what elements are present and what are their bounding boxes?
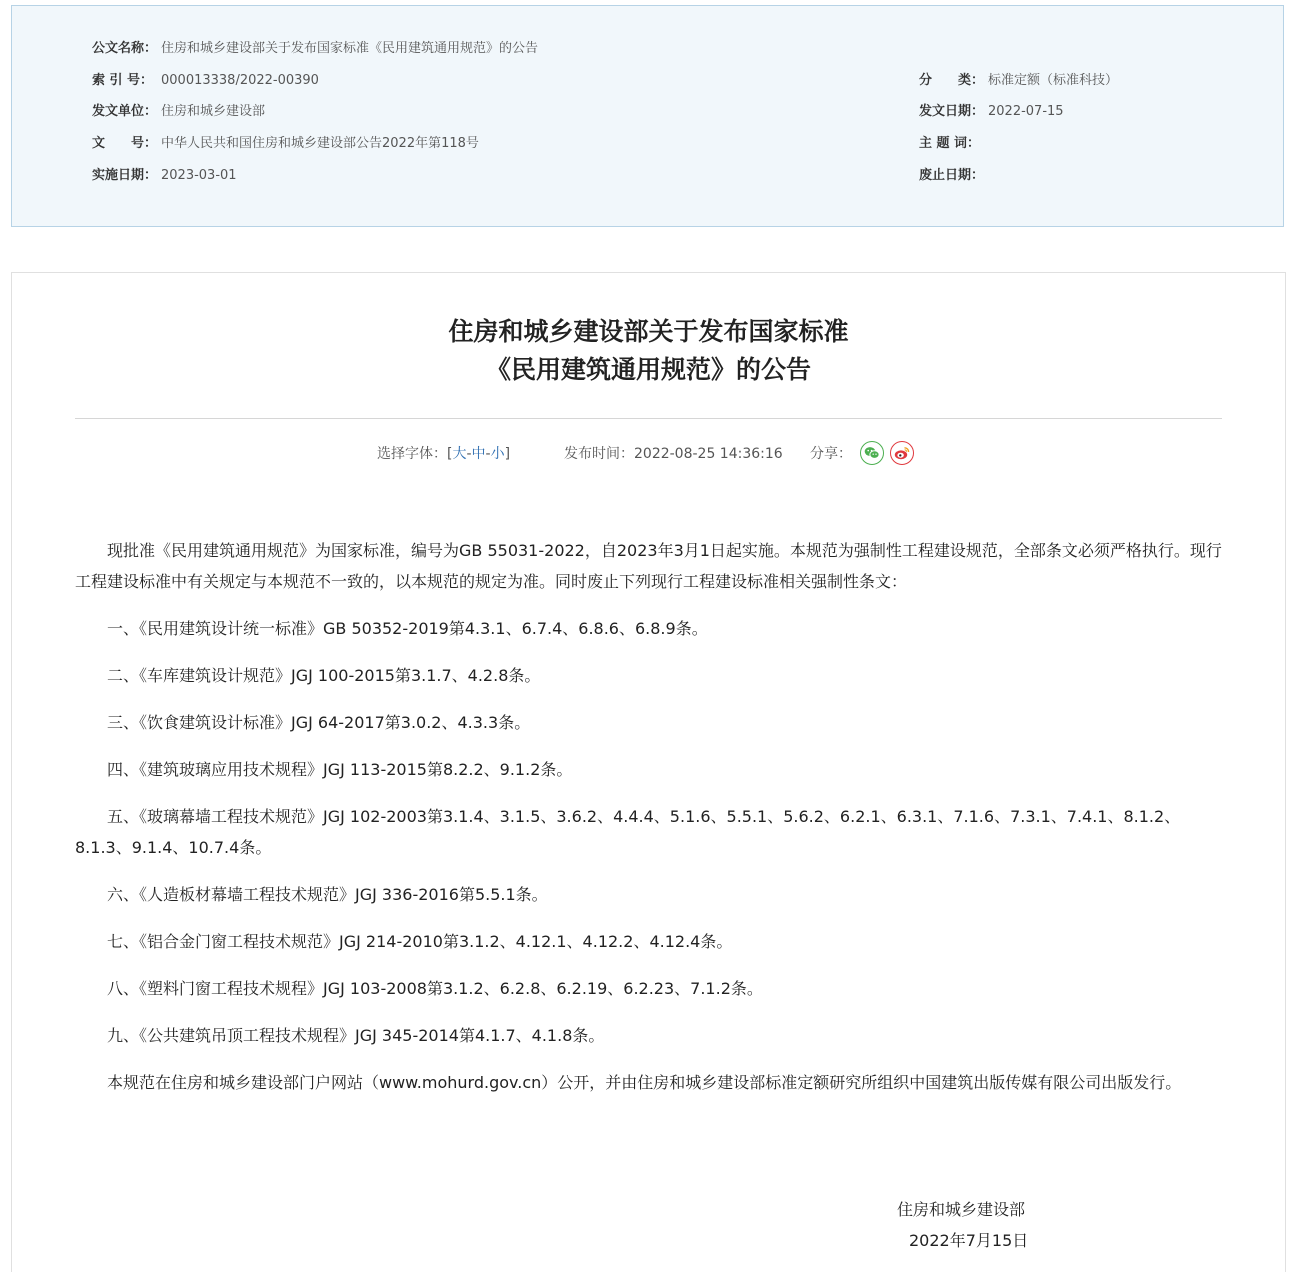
font-size-label: 选择字体：[ bbox=[377, 446, 453, 462]
title-divider bbox=[75, 418, 1222, 419]
meta-issuer bbox=[92, 103, 265, 121]
meta-issuer-label: 发文单位： bbox=[92, 104, 158, 119]
meta-category bbox=[919, 72, 1118, 90]
publish-time-label: 发布时间： bbox=[564, 446, 634, 462]
meta-category-value: 标准定额（标准科技） bbox=[988, 73, 1119, 88]
meta-doc-name bbox=[92, 40, 538, 58]
meta-issue-date bbox=[919, 103, 1064, 121]
share-label: 分享： bbox=[810, 446, 852, 462]
article-title-line1: 住房和城乡建设部关于发布国家标准 bbox=[448, 317, 849, 346]
body-paragraph-intro: 现批准《民用建筑通用规范》为国家标准，编号为GB 55031-2022，自2023年3月1日起实施。本规范为强制性工程建设规范，全部条文必须严格执行。现行工程建设标准中有关规定与本规范不一致的，以本规范的规定为准。同时废止下列现行工程建设标准相关强制性条文： bbox=[75, 541, 1222, 591]
meta-index-label: 索 引 号： bbox=[92, 73, 154, 88]
meta-doc-name-value: 住房和城乡建设部关于发布国家标准《民用建筑通用规范》的公告 bbox=[161, 41, 539, 56]
meta-index bbox=[92, 72, 319, 90]
meta-category-label: 分 类： bbox=[919, 73, 985, 88]
font-size-selector bbox=[377, 441, 510, 467]
meta-doc-no bbox=[92, 135, 479, 153]
meta-effective-date bbox=[92, 167, 237, 185]
article-title-line2: 《民用建筑通用规范》的公告 bbox=[485, 355, 811, 384]
weibo-share-icon[interactable] bbox=[890, 441, 914, 465]
meta-doc-no-label: 文 号： bbox=[92, 136, 158, 151]
meta-index-value: 000013338/2022-00390 bbox=[161, 73, 319, 88]
signature-org: 住房和城乡建设部 bbox=[897, 1200, 1026, 1219]
font-size-close-bracket: ] bbox=[504, 446, 511, 462]
meta-subject-label: 主 题 词： bbox=[919, 136, 981, 151]
meta-issue-date-value: 2022-07-15 bbox=[988, 104, 1064, 119]
meta-abolish-date bbox=[919, 167, 988, 185]
body-paragraph-item-8: 八、《塑料门窗工程技术规程》JGJ 103-2008第3.1.2、6.2.8、6.2.19、6.2.23、7.1.2条。 bbox=[107, 979, 763, 998]
body-paragraph-item-1: 一、《民用建筑设计统一标准》GB 50352-2019第4.3.1、6.7.4、6.8.6、6.8.9条。 bbox=[107, 619, 708, 638]
body-paragraph-closing: 本规范在住房和城乡建设部门户网站（www.mohurd.gov.cn）公开，并由住房和城乡建设部标准定额研究所组织中国建筑出版传媒有限公司出版发行。 bbox=[107, 1073, 1182, 1092]
font-size-medium-link[interactable]: 中 bbox=[471, 446, 486, 462]
body-paragraph-item-3: 三、《饮食建筑设计标准》JGJ 64-2017第3.0.2、4.3.3条。 bbox=[107, 713, 531, 732]
body-paragraph-item-2: 二、《车库建筑设计规范》JGJ 100-2015第3.1.7、4.2.8条。 bbox=[107, 666, 541, 685]
article-title bbox=[12, 313, 1285, 389]
font-size-separator: - bbox=[466, 446, 472, 462]
body-paragraph-item-7: 七、《铝合金门窗工程技术规范》JGJ 214-2010第3.1.2、4.12.1、4.12.2、4.12.4条。 bbox=[107, 932, 733, 951]
publish-time-value: 2022-08-25 14:36:16 bbox=[634, 446, 783, 462]
body-paragraph-item-6: 六、《人造板材幕墙工程技术规范》JGJ 336-2016第5.5.1条。 bbox=[107, 885, 548, 904]
body-paragraph-item-4: 四、《建筑玻璃应用技术规程》JGJ 113-2015第8.2.2、9.1.2条。 bbox=[107, 760, 573, 779]
signature-date: 2022年7月15日 bbox=[909, 1231, 1029, 1250]
wechat-share-icon[interactable] bbox=[860, 441, 884, 465]
meta-issue-date-label: 发文日期： bbox=[919, 104, 985, 119]
body-paragraph-item-5: 五、《玻璃幕墙工程技术规范》JGJ 102-2003第3.1.4、3.1.5、3.6.2、4.4.4、5.1.6、5.5.1、5.6.2、6.2.1、6.3.1、7.1.6、7.3.1、7.4.1、8.1.2、8.1.3、9.1.4、10.7.4条。 bbox=[75, 807, 1181, 857]
publish-time bbox=[564, 441, 783, 467]
meta-doc-name-label: 公文名称： bbox=[92, 41, 158, 56]
font-size-separator: - bbox=[485, 446, 491, 462]
meta-effective-date-label: 实施日期： bbox=[92, 168, 158, 183]
meta-effective-date-value: 2023-03-01 bbox=[161, 168, 237, 183]
font-size-large-link[interactable]: 大 bbox=[452, 446, 467, 462]
document-metadata-panel bbox=[11, 5, 1284, 227]
meta-subject bbox=[919, 135, 988, 153]
body-paragraph-item-9: 九、《公共建筑吊顶工程技术规程》JGJ 345-2014第4.1.7、4.1.8条。 bbox=[107, 1026, 605, 1045]
font-size-small-link[interactable]: 小 bbox=[490, 446, 505, 462]
meta-issuer-value: 住房和城乡建设部 bbox=[161, 104, 266, 119]
meta-abolish-date-label: 废止日期： bbox=[919, 168, 985, 183]
meta-doc-no-value: 中华人民共和国住房和城乡建设部公告2022年第118号 bbox=[161, 136, 479, 151]
article-toolbar bbox=[12, 441, 1285, 467]
article-container bbox=[11, 272, 1286, 1272]
